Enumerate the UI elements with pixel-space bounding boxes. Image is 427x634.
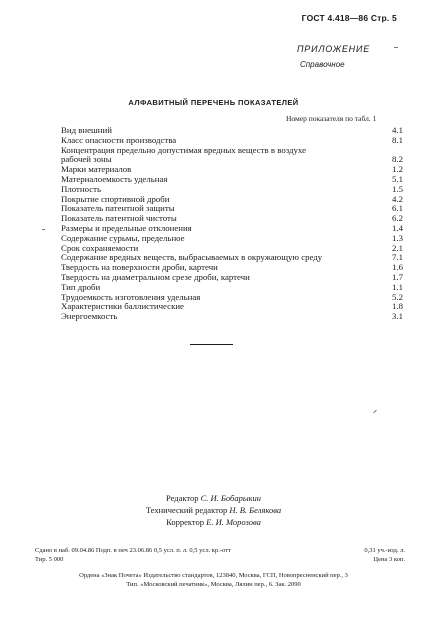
entry-name: Характеристики баллистические [61,301,184,312]
entry-number: 1.2 [392,164,403,175]
page-header: ГОСТ 4.418—86 Стр. 5 [301,13,397,23]
publication-row [35,555,405,564]
entry-name: Покрытие спортивной дроби [61,193,170,204]
stray-mark [373,410,377,414]
entry-number: 8.2 [392,154,403,165]
entry-name: Марки материалов [61,164,132,175]
entry-name: Тип дроби [61,281,101,292]
entry-name: Плотность [61,183,101,194]
printer-line: Тип. «Московский печатник», Москва, Лялин пер., 6. Зак. 2090 [126,581,301,588]
entry-number: 1.5 [392,183,403,194]
entry-name-line: Концентрация предельно допустимая вредных веществ в воздухе [61,144,307,155]
credits-block [0,492,427,528]
entry-number: 1.7 [392,271,403,282]
column-header: Номер показателя по табл. 1 [286,114,377,123]
entry-number: 7.1 [392,252,403,263]
entry-name: Трудоемкость изготовления удельная [61,291,201,302]
list-title: АЛФАВИТНЫЙ ПЕРЕЧЕНЬ ПОКАЗАТЕЛЕЙ [128,98,299,107]
publication-price: Цена 3 коп. [373,556,405,563]
entry-name: Показатель патентной защиты [61,203,175,214]
entry-name: Размеры и предельные отклонения [61,222,192,233]
entry-number: 8.1 [392,134,403,145]
list-item [61,175,403,185]
publication-dates: Сдано в наб. 09.04.86 Подп. в печ 23.06.86 0,5 усл. п. л. 0,5 усл. кр.-отт [35,547,231,554]
entry-name: Содержание вредных веществ, выбрасываемых в окружающую среду [61,252,323,263]
entry-name: Энергоемкость [61,311,118,322]
credit-role: Корректор [166,517,204,527]
list-item [61,312,403,322]
entry-name: Твердость на поверхности дроби, картечи [61,262,218,273]
publication-info [35,546,405,564]
entry-name: Содержание сурьмы, предельное [61,232,185,243]
publisher-line: Ордена «Знак Почета» Издательство стандартов, 123840, Москва, ГСП, Новопресненский пер., 3 [79,572,348,579]
credit-role: Технический редактор [145,505,228,515]
stray-mark [42,229,45,230]
appendix-reference-note: Справочное [300,60,345,69]
entry-number: 5.1 [392,173,403,184]
credit-person: С. И. Бобарыкин [200,493,262,503]
entry-number: 6.1 [392,203,403,214]
entry-number: 5.2 [392,291,403,302]
publication-volume: 0,31 уч.-изд. л. [364,547,405,554]
entry-number: 4.1 [392,125,403,135]
entry-name: Показатель патентной чистоты [61,213,177,224]
indicator-list [61,126,403,322]
appendix-title: ПРИЛОЖЕНИЕ [296,44,370,54]
entry-name [61,146,306,166]
section-divider [190,344,233,345]
entry-name: Класс опасности производства [61,134,177,145]
entry-name: Твердость на диаметральном срезе дроби, картечи [61,271,250,282]
credit-person: Н. В. Белякова [229,505,282,515]
credit-tech-editor [0,504,427,516]
entry-number: 4.2 [392,193,403,204]
entry-name: Материалоемкость удельная [61,173,168,184]
credit-editor [0,492,427,504]
publication-row [35,546,405,555]
entry-number: 1.1 [392,281,403,292]
entry-name-continuation: рабочей зоны [61,154,112,165]
entry-name: Срок сохраняемости [61,242,139,253]
list-item [61,273,403,283]
entry-name: Вид внешний [61,125,112,135]
list-item [61,146,403,166]
credit-role: Редактор [165,493,199,503]
printing-info [0,571,427,589]
entry-number: 6.2 [392,213,403,224]
entry-number: 1.6 [392,262,403,273]
entry-number: 1.4 [392,222,403,233]
credit-proofreader [0,516,427,528]
entry-number: 2.1 [392,242,403,253]
entry-number: 1.8 [392,301,403,312]
entry-number: 3.1 [392,311,403,322]
publication-print-run: Тир. 5 000 [35,556,64,563]
stray-mark [394,47,398,48]
credit-person: Е. И. Морозова [206,517,261,527]
entry-number: 1.3 [392,232,403,243]
